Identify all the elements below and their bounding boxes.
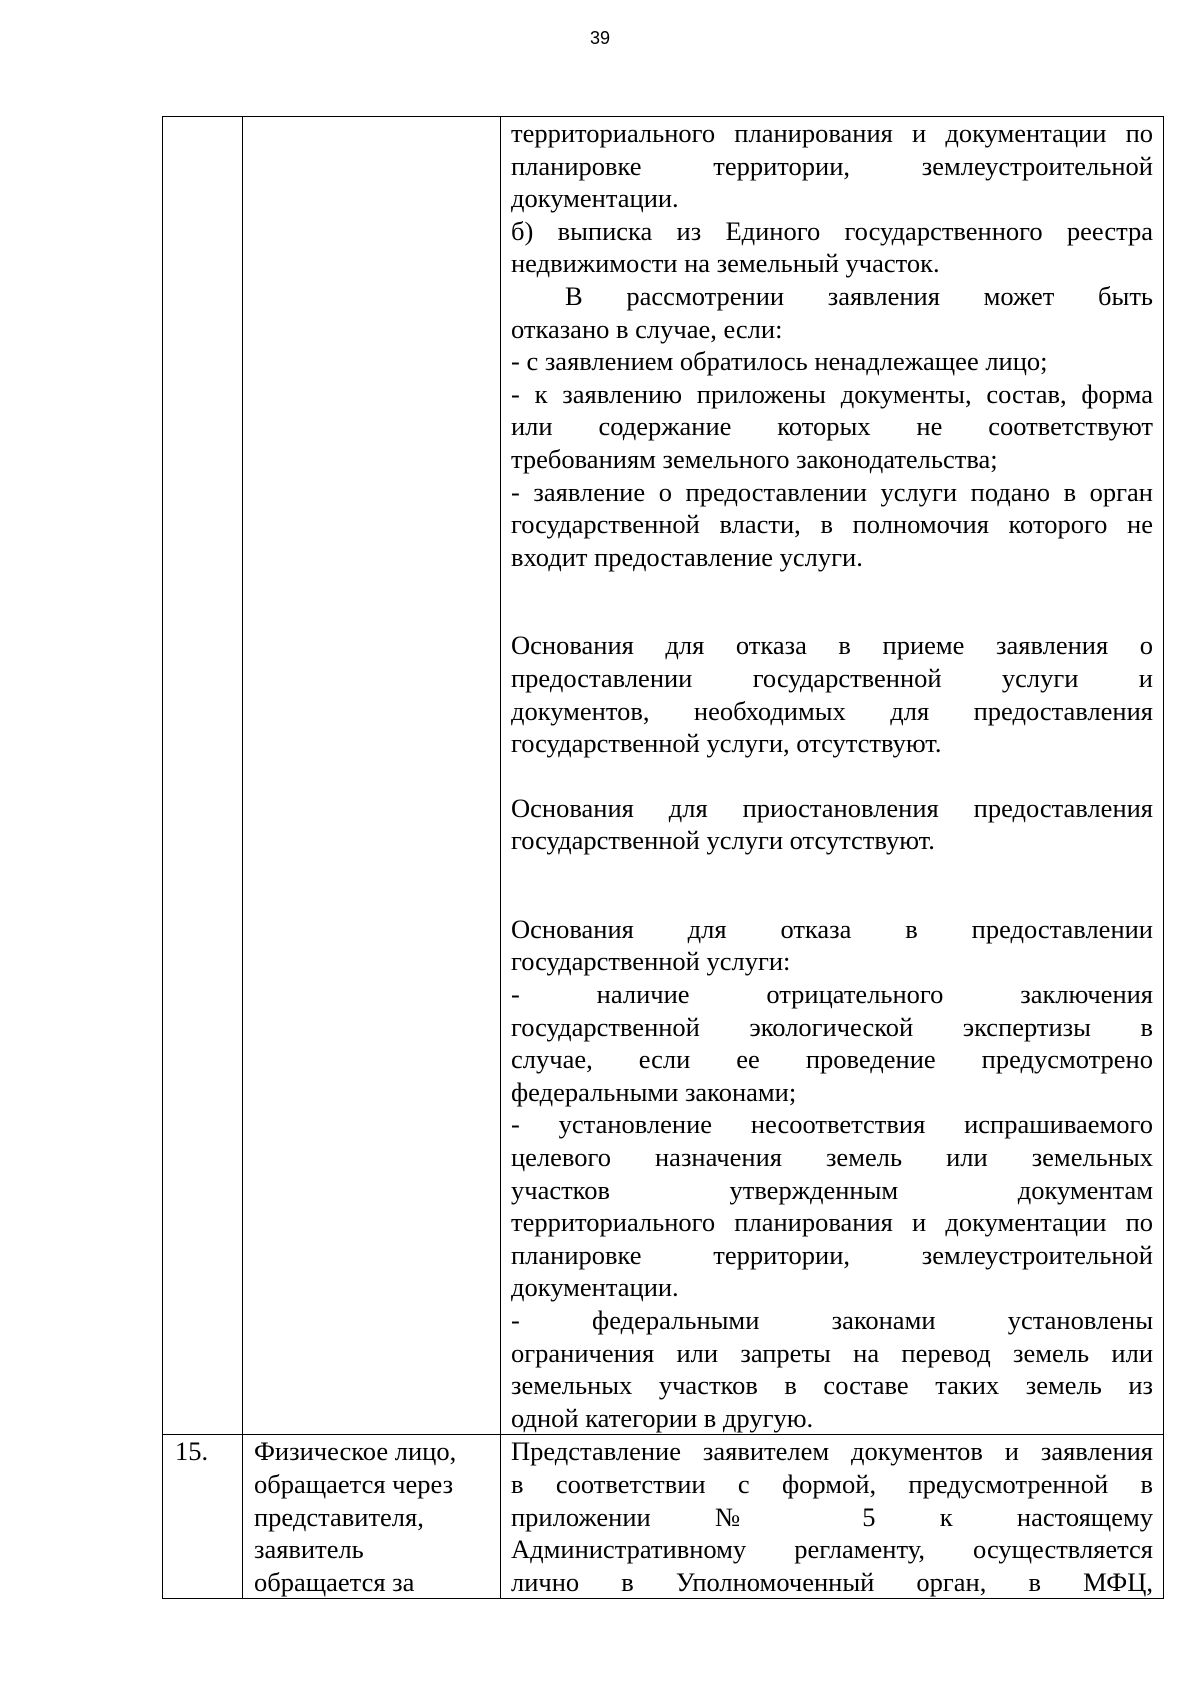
text-line: - федеральными законами установлены <box>511 1305 1153 1335</box>
text-line: Основания для отказа в предоставлении <box>511 913 1153 944</box>
table-row-continuation <box>163 117 1164 1435</box>
text-line: федеральными законами; <box>511 1076 797 1107</box>
text-line: государственной экологической экспертизы в <box>511 1011 1153 1042</box>
text-line: земельных участков в составе таких земель из <box>511 1370 1153 1401</box>
text-line: участков утвержденным документам <box>511 1174 1153 1205</box>
text-line: требованиям земельного законодательства; <box>511 443 998 474</box>
text-line: обращается за <box>254 1566 415 1597</box>
text-line: документации. <box>511 183 679 214</box>
text-line: ограничения или запреты на перевод земель или <box>511 1337 1153 1368</box>
table-row-15 <box>163 1435 1164 1599</box>
text-line: Основания для отказа в приеме заявления о <box>511 630 1153 661</box>
text-line: государственной власти, в полномочия которого не <box>511 509 1153 540</box>
text-line: входит предоставление услуги. <box>511 541 863 572</box>
text-line: - к заявлению приложены документы, состав, форма <box>511 378 1153 409</box>
text-line: государственной услуги, отсутствуют. <box>511 728 942 759</box>
text-line: обращается через <box>254 1468 454 1499</box>
text-line: государственной услуги: <box>511 946 791 977</box>
paragraph-documentation <box>511 117 1153 215</box>
text-line: или содержание которых не соответствуют <box>511 411 1153 442</box>
text-line: представителя, <box>254 1501 424 1532</box>
paragraph-service-refusal <box>511 913 1153 1435</box>
paragraph-suspension <box>511 792 1153 857</box>
text-line: документов, необходимых для предоставления <box>511 695 1153 726</box>
text-line: одной категории в другую. <box>511 1402 814 1433</box>
row-number-cell <box>163 117 243 1435</box>
text-line: целевого назначения земель или земельных <box>511 1142 1153 1173</box>
text-line: - наличие отрицательного заключения <box>511 979 1153 1010</box>
text-line: территориального планирования и документации по <box>511 118 1153 148</box>
applicant-cell <box>243 1435 501 1599</box>
text-line: Представление заявителем документов и заявления <box>511 1436 1153 1467</box>
text-line: лично в Уполномоченный орган, в МФЦ, <box>511 1566 1153 1597</box>
text-line: Основания для приостановления предоставления <box>511 792 1153 823</box>
paragraph-submission <box>511 1435 1153 1598</box>
text-line: В рассмотрении заявления может быть <box>565 280 1153 311</box>
text-line: планировке территории, землеустроительной <box>511 150 1153 181</box>
text-line: территориального планирования и документации по <box>511 1207 1153 1238</box>
text-line: заявитель <box>254 1534 364 1565</box>
text-line: случае, если ее проведение предусмотрено <box>511 1044 1153 1075</box>
paragraph-reception-refusal <box>511 629 1153 759</box>
row-number-cell <box>163 1435 243 1599</box>
paragraph-refusal-review <box>511 280 1153 573</box>
description-cell <box>501 1435 1164 1599</box>
description-cell <box>501 117 1164 1435</box>
paragraph-egrn-extract <box>511 215 1153 280</box>
text-line: недвижимости на земельный участок. <box>511 248 940 279</box>
text-line: приложении № 5 к настоящему <box>511 1501 1153 1532</box>
text-line: - установление несоответствия испрашиваемого <box>511 1109 1153 1140</box>
applicant-cell <box>243 117 501 1435</box>
row-number: 15. <box>175 1436 209 1467</box>
text-line: б) выписка из Единого государственного реестра <box>511 215 1153 246</box>
text-line: в соответствии с формой, предусмотренной в <box>511 1468 1153 1499</box>
page-number: 39 <box>589 28 611 48</box>
text-line: документации. <box>511 1272 679 1303</box>
text-line: отказано в случае, если: <box>511 313 783 344</box>
text-line: - заявление о предоставлении услуги подано в орган <box>511 476 1153 507</box>
text-line: предоставлении государственной услуги и <box>511 662 1153 693</box>
text-line: планировке территории, землеустроительной <box>511 1239 1153 1270</box>
text-line: Административному регламенту, осуществляется <box>511 1534 1153 1565</box>
text-line: Физическое лицо, <box>254 1436 457 1467</box>
text-line: государственной услуги отсутствуют. <box>511 825 935 856</box>
services-table <box>162 116 1164 1599</box>
text-line: - с заявлением обратилось ненадлежащее лицо; <box>511 346 1048 377</box>
